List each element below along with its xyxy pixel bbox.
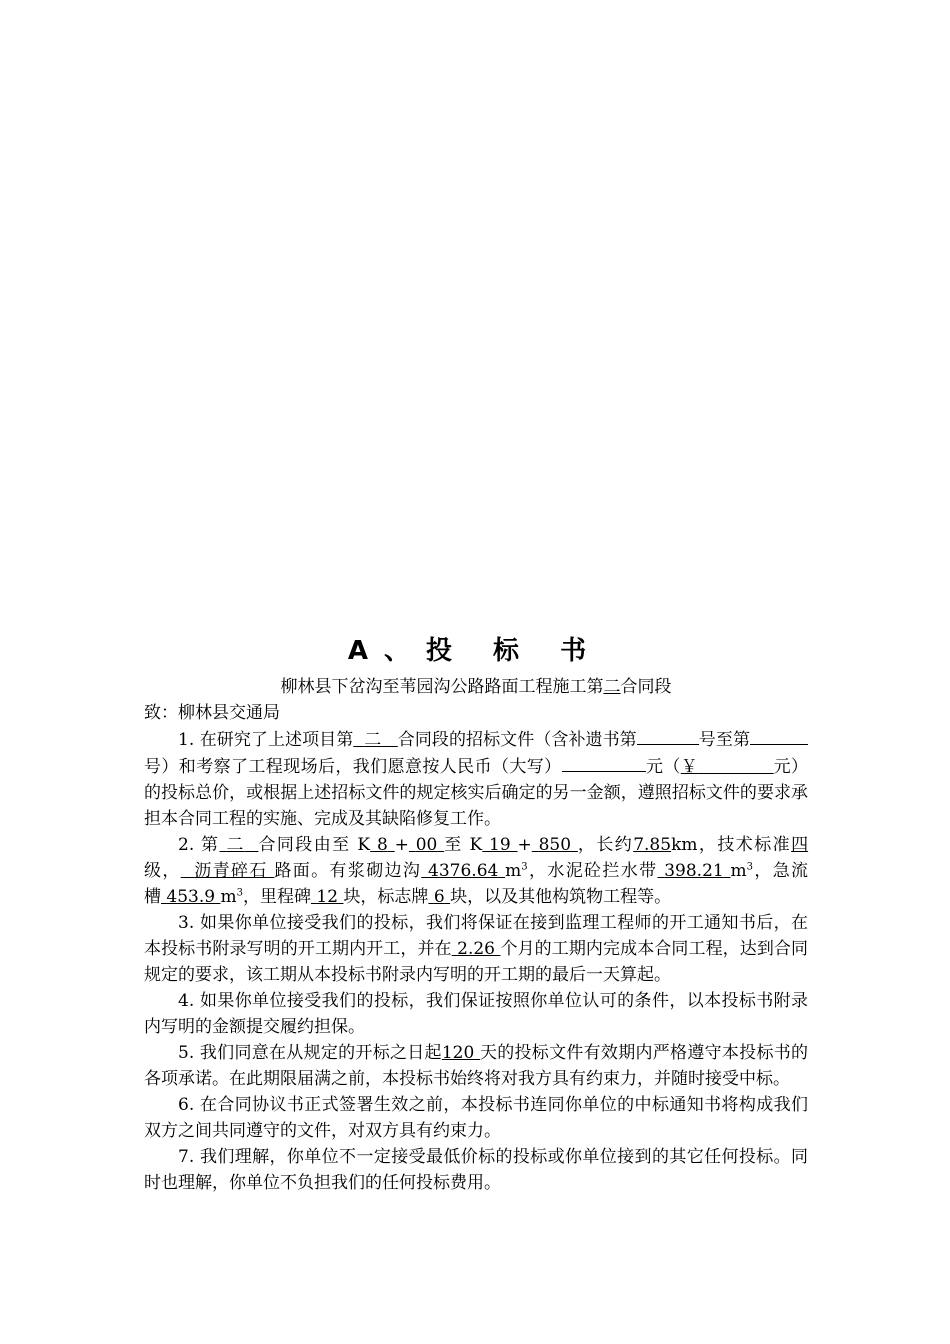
pavement-type: [181, 861, 275, 881]
subtitle-text: 柳林县下岔沟至苇园沟公路路面工程施工第: [280, 677, 604, 697]
plus-2: +: [517, 835, 532, 855]
p2-section-value: 二: [226, 835, 245, 855]
amount-figures-blank: [681, 757, 774, 777]
milestone-count: [311, 887, 343, 907]
subtitle-section: 二: [603, 677, 621, 697]
p1-section-value: 二: [364, 730, 382, 750]
ditch-volume-value: 4376.64: [428, 861, 499, 881]
grade: 四: [791, 835, 809, 855]
start-km: [370, 835, 395, 855]
addendum-to-blank: [750, 726, 808, 745]
p2-text-y: ，急流槽: [144, 861, 809, 907]
project-subtitle: [144, 674, 808, 700]
validity-days: [442, 1043, 480, 1063]
yuan-symbol: ￥: [680, 757, 699, 777]
unit-exp-1: 3: [521, 861, 528, 873]
p2-text-q: 路面。有浆砌边沟: [274, 861, 422, 881]
p2-text-ac: ，里程碑: [242, 887, 311, 907]
p1-text-h: 元）的投标总价，或根据上述招标文件的规定核实后确定的另一金额，遵照招标文件的要求承担本合同工程的实施、完成及其缺陷修复工作。: [144, 757, 809, 829]
paragraph-6: 6. 在合同协议书正式签署生效之前，本投标书连同你单位的中标通知书将构成我们双方之间共同遵守的文件，对双方具有约束力。: [144, 1095, 808, 1141]
p2-text-u: ，水泥砼拦水带: [527, 861, 658, 881]
length-value: 7.85: [633, 835, 672, 855]
duration-months: [452, 939, 501, 959]
p2-text-ae: 块，标志牌: [343, 887, 429, 907]
curb-volume-value: 398.21: [664, 861, 724, 881]
unit-exp-2: 3: [746, 861, 753, 873]
end-m: [532, 835, 578, 855]
pavement-type-value: 沥青碎石: [194, 861, 268, 881]
p1-text-d: 号至第: [698, 730, 751, 750]
end-m-value: 850: [538, 835, 572, 855]
paragraph-7: 7. 我们理解，你单位不一定接受最低价标的投标或你单位接到的其它任何投标。同时也理解，你单位不负担我们的任何投标费用。: [144, 1147, 808, 1193]
length: [633, 835, 671, 855]
p1-text-f: 元（: [645, 757, 681, 777]
p3-text-a: 3. 如果你单位接受我们的投标，我们将保证在接到监理工程师的开工通知书后，在本投标书附录写明的开工期内开工，并在: [144, 913, 808, 959]
p2-section: [219, 835, 258, 855]
addendum-from-blank: [637, 726, 699, 745]
p1-text-c: 合同段的招标文件（含补遗书第: [397, 730, 637, 750]
chute-volume-value: 453.9: [166, 887, 216, 907]
unit-m-3: m: [220, 887, 237, 907]
p2-text-g: 至 K: [444, 835, 483, 855]
start-km-value: 8: [376, 835, 388, 855]
p2-text-m: km，技术标准: [671, 835, 792, 855]
p2-text-ag: 块，以及其他构筑物工程等。: [450, 887, 672, 907]
p5-text-c: 天的投标文件有效期内严格遵守本投标书的各项承诺。在此期限届满之前，本投标书始终将对我方具有约束力，并随时接受中标。: [144, 1043, 809, 1089]
chute-volume: [161, 887, 220, 907]
end-km-value: 19: [489, 835, 511, 855]
paragraph-1: [144, 726, 808, 832]
p1-section: [353, 730, 397, 750]
validity-days-value: 120: [441, 1043, 475, 1063]
unit-exp-3: 3: [236, 887, 243, 899]
amount-words-blank: [562, 753, 646, 772]
p1-text-e: 号）和考察了工程现场后，我们愿意按人民币（大写）: [144, 757, 562, 777]
salutation: 致：柳林县交通局: [144, 703, 280, 723]
plus-1: +: [394, 835, 409, 855]
start-m-value: 00: [415, 835, 438, 855]
paragraph-2: [144, 832, 808, 910]
document-body: [144, 674, 808, 1196]
p2-text-k: ，长约: [577, 835, 634, 855]
sign-count: [428, 887, 450, 907]
p1-text-a: 1. 在研究了上述项目第: [178, 730, 354, 750]
p2-text-a: 2. 第: [178, 835, 220, 855]
unit-m-2: m: [730, 861, 747, 881]
p3-text-c: 个月的工期内完成本合同工程，达到合同规定的要求，该工期从本投标书附录内写明的开工期的最后一天算起。: [144, 939, 809, 985]
p5-text-a: 5. 我们同意在从规定的开标之日起: [178, 1043, 442, 1063]
subtitle-suffix: 合同段: [620, 677, 672, 697]
paragraph-4: 4. 如果你单位接受我们的投标，我们保证按照你单位认可的条件，以本投标书附录内写明的金额提交履约担保。: [144, 991, 808, 1037]
milestone-count-value: 12: [316, 887, 339, 907]
curb-volume: [657, 861, 730, 881]
end-km: [482, 835, 517, 855]
p2-text-c: 合同段由至 K: [258, 835, 371, 855]
paragraph-3: [144, 910, 808, 988]
p2-text-o: 级，: [144, 861, 181, 881]
document-title: A、投 标 书: [347, 636, 603, 666]
unit-m-1: m: [505, 861, 522, 881]
duration-months-value: 2.26: [457, 939, 495, 959]
ditch-volume: [421, 861, 505, 881]
sign-count-value: 6: [433, 887, 445, 907]
start-m: [409, 835, 444, 855]
paragraph-5: [144, 1040, 808, 1092]
